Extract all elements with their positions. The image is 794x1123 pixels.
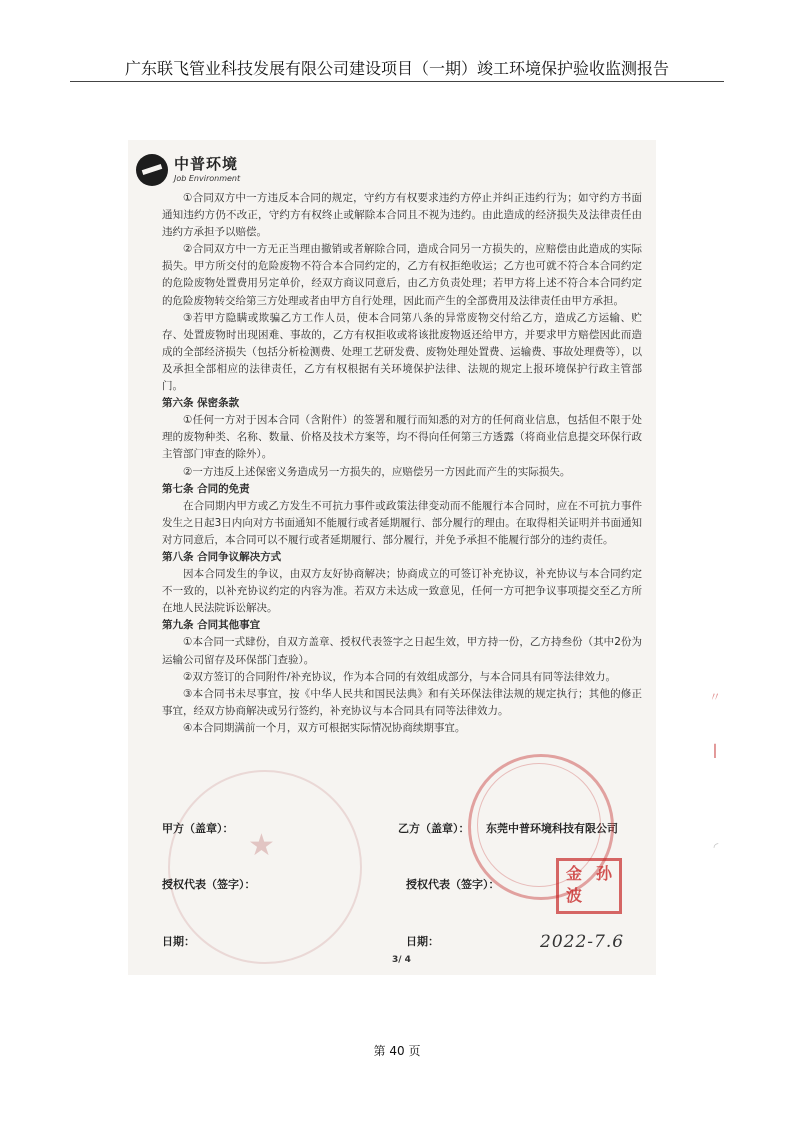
clause-paragraph: ①合同双方中一方违反本合同的规定，守约方有权要求违约方停止并纠正违约行为；如守约方书面通知违约方仍不改正，守约方有权终止或解除本合同且不视为违约。由此造成的经济损失及法律责任由违约方承担予以赔偿。 xyxy=(162,192,642,239)
party-b-date-label: 日期： xyxy=(406,935,439,948)
logo-name-cn: 中普环境 xyxy=(174,155,239,173)
clause-paragraph: ②合同双方中一方无正当理由撤销或者解除合同，造成合同另一方损失的，应赔偿由此造成的实际损失。甲方所交付的危险废物不符合本合同约定的，乙方有权拒绝收运；乙方也可就不符合本合同约定的危险废物处置费用另定单价，经双方商议同意后，由乙方负责处理；若甲方将上述不符合本合同约定的危险废物转交给第三方处理或者由甲方自行处理，因此而产生的全部费用及法律责任由甲方承担。 xyxy=(162,243,642,307)
party-a-seal-label: 甲方（盖章）： xyxy=(162,822,234,835)
header-rule xyxy=(70,81,724,82)
seal-star-icon: ★ xyxy=(248,828,275,863)
clause-heading: 第八条 合同争议解决方式 xyxy=(162,550,282,563)
clause-heading: 第七条 合同的免责 xyxy=(162,482,250,495)
logo-name-en: Job Environment xyxy=(174,174,241,183)
report-header-title: 广东联飞管业科技发展有限公司建设项目（一期）竣工环境保护验收监测报告 xyxy=(124,59,669,78)
clause-paragraph: ③若甲方隐瞒或欺骗乙方工作人员，使本合同第八条的异常废物交付给乙方，造成乙方运输、贮存、处置废物时出现困难、事故的，乙方有权拒收或将该批废物返还给甲方，并要求甲方赔偿因此而造成的全部经济损失（包括分析检测费、处理工艺研发费、废物处理处置费、运输费、事故处理费等），以及承担全部相应的法律责任，乙方有权根据有关环境保护法律、法规的规定上报环境保护行政主管部门。 xyxy=(162,311,642,393)
clause-paragraph: 在合同期内甲方或乙方发生不可抗力事件或政策法律变动而不能履行本合同时，应在不可抗力事件发生之日起3日内向对方书面通知不能履行或者延期履行、部分履行的理由。在取得相关证明并书面通知对方同意后，本合同可以不履行或者延期履行、部分履行，并免予承担不能履行部分的违约责任。 xyxy=(162,499,642,546)
signature-square-seal: 金 孙 波 xyxy=(556,858,622,914)
party-b-date-handwritten: 2022-7.6 xyxy=(540,932,625,952)
scanned-contract-page xyxy=(128,140,656,975)
clause-paragraph: ③本合同书未尽事宜，按《中华人民共和国民法典》和有关环保法律法规的规定执行；其他的修正事宜，经双方协商解决或另行签约，补充协议与本合同具有同等法律效力。 xyxy=(162,687,642,717)
logo-mark-icon xyxy=(136,154,168,186)
edge-seal-fragment-mid: ┃ xyxy=(711,744,719,758)
seal-faint-circle xyxy=(168,770,362,964)
edge-seal-fragment-top: 〃 xyxy=(708,690,721,704)
party-b-company-name: 东莞中普环境科技有限公司 xyxy=(486,822,618,835)
clause-paragraph: ②一方违反上述保密义务造成另一方损失的，应赔偿另一方因此而产生的实际损失。 xyxy=(183,465,571,478)
clause-paragraph: ①本合同一式肆份，自双方盖章、授权代表签字之日起生效，甲方持一份，乙方持叁份（其中2份为运输公司留存及环保部门查验）。 xyxy=(162,636,642,666)
clause-heading: 第六条 保密条款 xyxy=(162,397,240,410)
page-footer-number: 第 40 页 xyxy=(373,1044,421,1058)
clause-paragraph: 因本合同发生的争议，由双方友好协商解决；协商成立的可签订补充协议，补充协议与本合同约定不一致的，以补充协议约定的内容为准。若双方未达成一致意见，任何一方可把争议事项提交至乙方所在地人民法院诉讼解决。 xyxy=(162,568,642,615)
clause-heading: 第九条 合同其他事宜 xyxy=(162,619,261,632)
company-logo xyxy=(136,152,286,190)
clause-paragraph: ①任何一方对于因本合同（含附件）的签署和履行而知悉的对方的任何商业信息，包括但不限于处理的废物种类、名称、数量、价格及技术方案等，均不得向任何第三方透露（将商业信息提交环保行政主管部门审查的除外）。 xyxy=(162,414,642,461)
clause-paragraph: ④本合同期满前一个月，双方可根据实际情况协商续期事宜。 xyxy=(183,721,466,734)
clause-paragraph: ②双方签订的合同附件/补充协议，作为本合同的有效组成部分，与本合同具有同等法律效力。 xyxy=(183,670,616,683)
edge-seal-fragment-bottom: ◜ xyxy=(713,840,719,854)
party-a-representative-label: 授权代表（签字）： xyxy=(162,878,256,891)
party-a-date-label: 日期： xyxy=(162,935,195,948)
party-b-representative-label: 授权代表（签字）： xyxy=(406,878,500,891)
scan-page-number: 3/ 4 xyxy=(392,955,411,965)
party-b-seal-label: 乙方（盖章）： xyxy=(398,822,470,835)
